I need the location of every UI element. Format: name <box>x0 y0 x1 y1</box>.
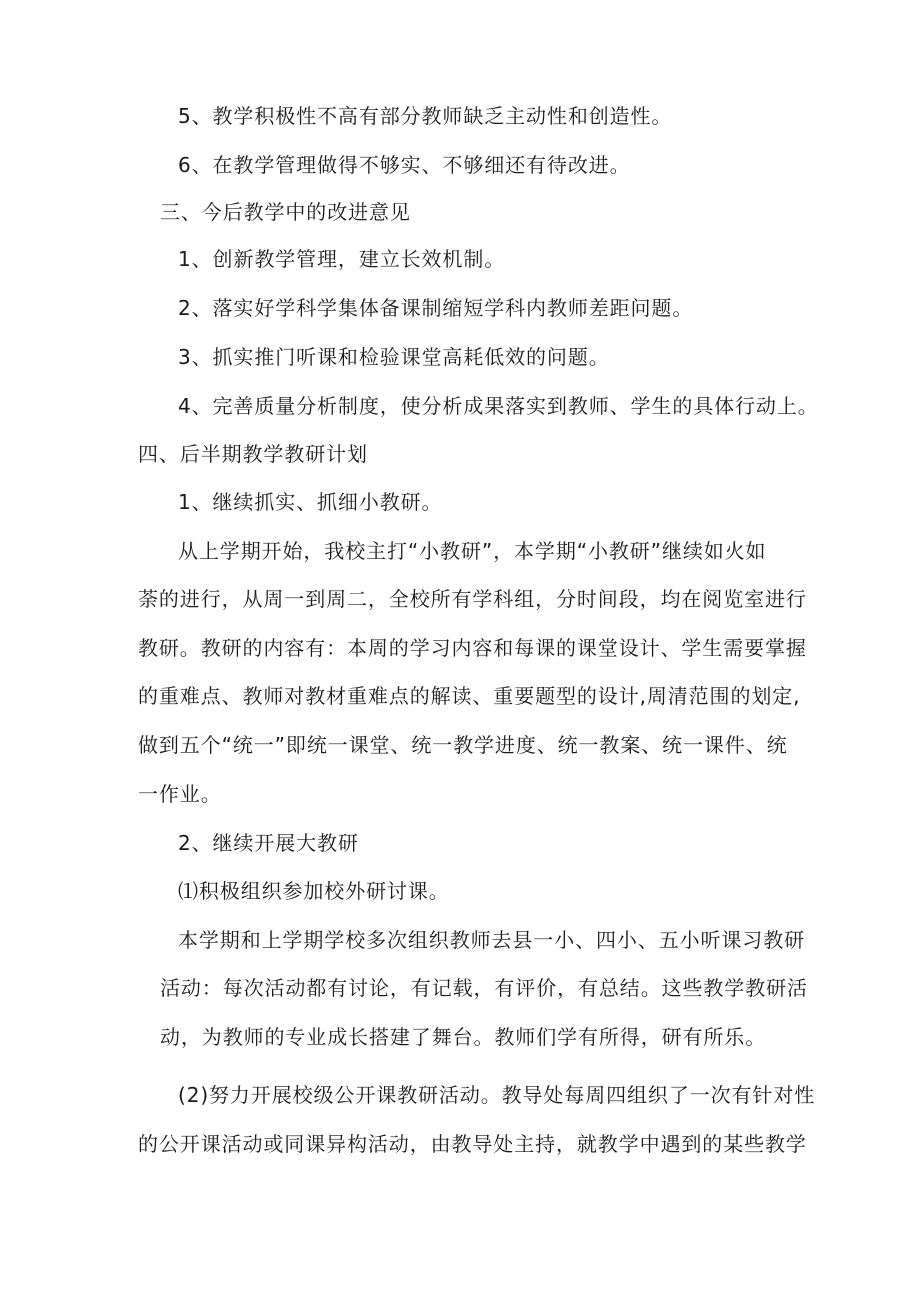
text-line-plan-2-1: ⑴积极组织参加校外研讨课。 <box>178 879 450 903</box>
section-heading-improvements: 三、今后教学中的改进意见 <box>160 200 411 224</box>
paragraph-line: 的重难点、教师对教材重难点的解读、重要题型的设计,周清范围的划定, <box>138 684 801 708</box>
paragraph-line: 活动：每次活动都有讨论，有记载，有评价，有总结。这些教学教研活 <box>160 976 808 1000</box>
text-line-plan-1: 1、继续抓实、抓细小教研。 <box>178 490 443 514</box>
text-line-improvement-4: 4、完善质量分析制度，使分析成果落实到教师、学生的具体行动上。 <box>178 394 819 418</box>
text-line-issue-6: 6、在教学管理做得不够实、不够细还有待改进。 <box>178 153 631 177</box>
text-line-issue-5: 5、教学积极性不高有部分教师缺乏主动性和创造性。 <box>178 104 673 128</box>
paragraph-line: 本学期和上学期学校多次组织教师去县一小、四小、五小听课习教研 <box>178 928 805 952</box>
paragraph-line: 的公开课活动或同课异构活动，由教导处主持，就教学中遇到的某些教学 <box>138 1132 807 1156</box>
text-line-improvement-1: 1、创新教学管理，建立长效机制。 <box>178 247 506 271</box>
paragraph-line: 做到五个“统一”即统一课堂、统一教学进度、统一教案、统一课件、统 <box>138 733 788 757</box>
paragraph-line: 从上学期开始，我校主打“小教研”，本学期“小教研”继续如火如 <box>178 539 767 563</box>
paragraph-line: 荼的进行，从周一到周二，全校所有学科组，分时间段，均在阅览室进行 <box>138 587 807 611</box>
text-line-plan-2: 2、继续开展大教研 <box>178 831 359 855</box>
paragraph-line: 教研。教研的内容有：本周的学习内容和每课的课堂设计、学生需要掌握 <box>138 636 807 660</box>
text-line-improvement-2: 2、落实好学科学集体备课制缩短学科内教师差距问题。 <box>178 296 694 320</box>
text-line-plan-2-2: (2)努力开展校级公开课教研活动。教导处每周四组织了一次有针对性 <box>178 1083 816 1107</box>
section-heading-plan: 四、后半期教学教研计划 <box>138 442 368 466</box>
paragraph-line: 动，为教师的专业成长搭建了舞台。教师们学有所得，研有所乐。 <box>160 1025 767 1049</box>
text-line-improvement-3: 3、抓实推门听课和检验课堂高耗低效的问题。 <box>178 345 610 369</box>
paragraph-line: 一作业。 <box>138 782 222 806</box>
